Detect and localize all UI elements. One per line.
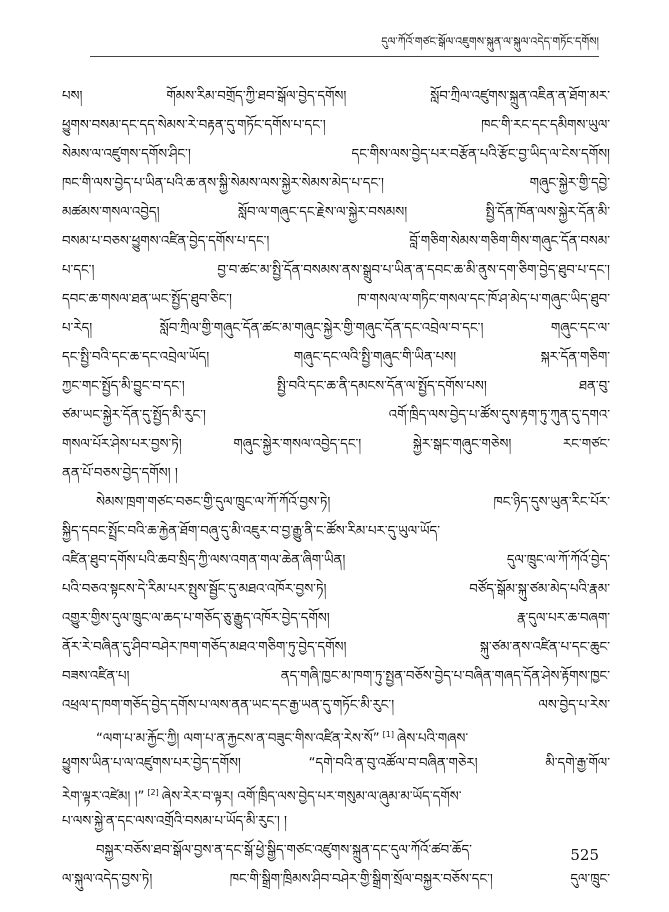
text-line [62,778,610,807]
text-line: ཙམ་ཡང་སྐྱེར་དོན་དུ་སྤྱོད་མི་རུང་། འགོ་ཁྲིད་ལས་བྱེད་པ་ཚོས་དུས་རྟག་ཏུ་ཀུན་དུ་དགའ་ [62,408,610,423]
text-line: འཛིན་ཐུབ་དགོས་པའི་ཆབ་སྲིད་ཀྱི་ལས་འགན་གལ་ཆེན་ཞིག་ཡིན། དུལ་ཁྲུང་ལ་ཀོ་ཀོའོ་བྱེད་ [62,553,610,568]
text-line: སེམས་ལ་འཛུགས་དགོས་ཤིང་། དང་གིས་ལས་བྱེད་པར་བརྩོན་པའི་རྩོང་བྱ་ཡིད་ལ་ངེས་དགོས། [62,147,610,162]
text-line: པ་ལས་སྐྱེ་ན་དང་ལས་འགྲོའི་བསམ་པ་ཡོད་མི་རུང་། ། [62,814,288,829]
text-line: བསམ་པ་བཅས་ཕྱུགས་འཛིན་བྱེད་དགོས་པ་དང་། བློ་གཅིག་སེམས་གཅིག་གིས་གཞུང་དོན་བསམ་ [62,234,610,249]
quote-text: “ལག་པ་མ་རྐྱོང་ཀྱི། ལག་པ་ན་རྐྱངས་ན་བཟུང་གིས་འཛིན་རེས་སོ” [96,731,380,747]
text-line: ནན་པོ་བཅས་བྱེད་དགོས། ། [62,466,178,481]
text-line: ཀྱང་གང་སྤྱོད་མི་བྱུང་བ་དང་། སྤྱི་བའི་དང་ཆ་ནི་དམངས་དོན་ལ་སྤྱོད་དགོས་པས། ཐན་བུ་ [62,379,610,394]
text-span: ཞེས་པའི་གཞས་ [396,731,469,747]
footnote-marker: [1] [382,730,394,739]
text-line: ཕྱུགས་བསམ་དང་དད་སེམས་རེ་བརྟན་དུ་གཏོང་དགོས་པ་དང་། ཁང་གི་རང་དང་དམིགས་ཡུལ་ [62,118,610,133]
quote-text: རེག་ལྟར་འཛེམ། །” [62,789,145,805]
text-line: བཟས་འཛིན་པ། ནད་གཞི་ཁྱང་མ་ཁག་ཏུ་སྤྱན་བཅོས་བྱེད་པ་བཞིན་གཞད་དོན་ཤེས་རྟོགས་ཁྱང་ [62,669,610,684]
text-line [62,720,610,749]
footnote-marker: [2] [147,788,159,797]
text-line: འགྱུར་གྱིས་དུལ་ཁྲུང་ལ་ཆད་པ་གཅོད་ཅུ་རྒྱུད་འཁོར་བྱེད་དགོས། རྣ་དུལ་པར་ཆ་བཞག་ [62,611,610,626]
text-line: དབང་ཆ་གསལ་ཐན་ཡང་སྤྱོད་ཐུབ་ཅིང་། ཁ་གསལ་ལ་གཏིང་གསལ་དང་ཁོ་ཤ་མེད་པ་གཞུང་ཡིད་ཐུབ་ [62,292,610,307]
text-line: ཕྱུགས་ཡིན་པ་ལ་འཛུགས་པར་བྱེད་དགོས། “དགེ་བའི་ན་བུ་འཚོལ་བ་བཞིན་གཅེར། མི་དགེ་རྒྱ་གོལ་ [62,756,610,771]
text-line: དང་སྤྱི་བའི་དང་ཆ་དང་འབྲེལ་ཡོད། གཞུང་དང་ལའི་སྤྱི་གཞུང་གི་ཡིན་པས། སྐར་དོན་གཅིག་ [62,350,610,365]
text-line: མཚམས་གསལ་འབྱེད། སློབ་ལ་གཞུང་དང་རྗེས་ལ་སྐྱེར་བསམས། སྤྱི་དོན་ཁོན་ལས་སྐྱེར་དོན་མི་ [62,205,610,220]
text-line: ནོར་རེ་བཞིན་དུ་ཤིབ་བཤེར་ཁག་གཅོད་མཐའ་གཅིག་ཏུ་བྱེད་དགོས། སྐུ་ཙམ་ནས་འཛིན་པ་དང་ཆུང་ [62,640,610,655]
text-line: གསལ་པོར་ཤེས་པར་བྱས་ཏེ། གཞུང་སྐྱེར་གསལ་འབྱེད་དང་། སྐྱེར་སྒང་གཞུང་གཅེས། རང་གཙང་ [62,437,610,452]
running-header: དུལ་ཀོའོ་གཙང་སྒོལ་འཇུགས་སྐུན་ལ་སྐུལ་འདེད་གཏོང་དགོས། [381,35,599,48]
text-line: སེམས་ཁྲག་གཙང་བཅང་གྱི་དུལ་ཁྲུང་ལ་ཀོ་ཀོའོ་བྱས་ཏེ། ཁང་ཉིད་དུས་ཡུན་རིང་པོར་ [96,495,610,510]
text-line: ལ་སྐུལ་འདེད་བྱས་ཏེ། ཁང་གི་སྒྲིག་ཁྲིམས་ཤིབ་བཤེར་གྱི་སྒྲིག་སྲོལ་བསྐྱར་བཅོས་དང་། དུལ་ཁྲུང་ [62,872,610,887]
text-line: པའི་བཅའ་སྟངས་དེ་རིམ་པར་སྤུས་སྦྱོང་དུ་མཐའ་འཁོར་བྱས་ཏེ། བཙོད་སྒོམ་སྐུ་ཙམ་མེད་པའི་རྣམ་ [62,582,610,597]
text-line: པས། གོམས་རིམ་བགྲོད་ཀྱི་ཐབ་སྒོལ་བྱེད་དགོས། སློབ་ཀྲིལ་འཛུགས་སྐྲུན་འཇིན་ན་ཐོག་མར་ [62,89,610,104]
text-line: པ་དང་། བྱ་བ་ཚང་མ་སྤྱི་དོན་བསམས་ནས་སྒྲུབ་པ་ཡིན་ན་དབང་ཆ་མི་ནུས་དག་ཅིག་བྱེད་ཐུབ་པ་དང་། [62,263,610,278]
text-line: འཕྲལ་ད་ཁག་གཅོད་བྱེད་དགོས་པ་ལས་ནན་ཡང་དང་རྒྱ་ཡན་དུ་གཏོང་མི་རུང་། ལས་བྱེད་པ་རེས་ [62,698,610,713]
page-number: 525 [570,846,599,864]
text-span: ཞེས་རེར་བ་ལྟར། འགོ་ཁྲིད་ལས་བྱེད་པར་གསུམ་ལ་ཞུམ་མ་ཡོད་དགོས་ [161,789,462,805]
text-line: པ་རེད། སློབ་ཀྲིལ་གྱི་གཞུང་དོན་ཚང་མ་གཞུང་སྐྱེར་གྱི་གཞུང་དོན་དང་འབྲེལ་བ་དང་། གཞུང་དང་ལ་ [62,321,610,336]
text-line: ཁང་གི་ལས་བྱེད་པ་ཡིན་པའི་ཆ་ནས་སྐྱི་སེམས་ལས་སྐྱེར་སེམས་མེད་པ་དང་། གཞུང་སྐྱེར་གྱི་དབྱེ་ [62,176,610,191]
text-line: སྐྱིད་དབང་སྤྲོང་བའི་ཆ་རྐྱེན་ཐོག་བཞུ་དུ་མི་འཇུར་བ་བྱ་རྒྱུ་ནི་ང་ཚོས་རིམ་པར་དུ་ཡུལ་ཡོད་ [62,524,441,539]
body-text [62,82,610,887]
header-rule [90,56,599,57]
text-line: བསྐྱར་བཅོས་ཐབ་སྒོལ་བྱས་ན་དང་སྒོ་ཕྱེ་སྒྱིད་གཙང་འཛུགས་སྐྲུན་དང་དུལ་ཀོའོ་ཚབ་ཆོད་ [96,843,472,858]
